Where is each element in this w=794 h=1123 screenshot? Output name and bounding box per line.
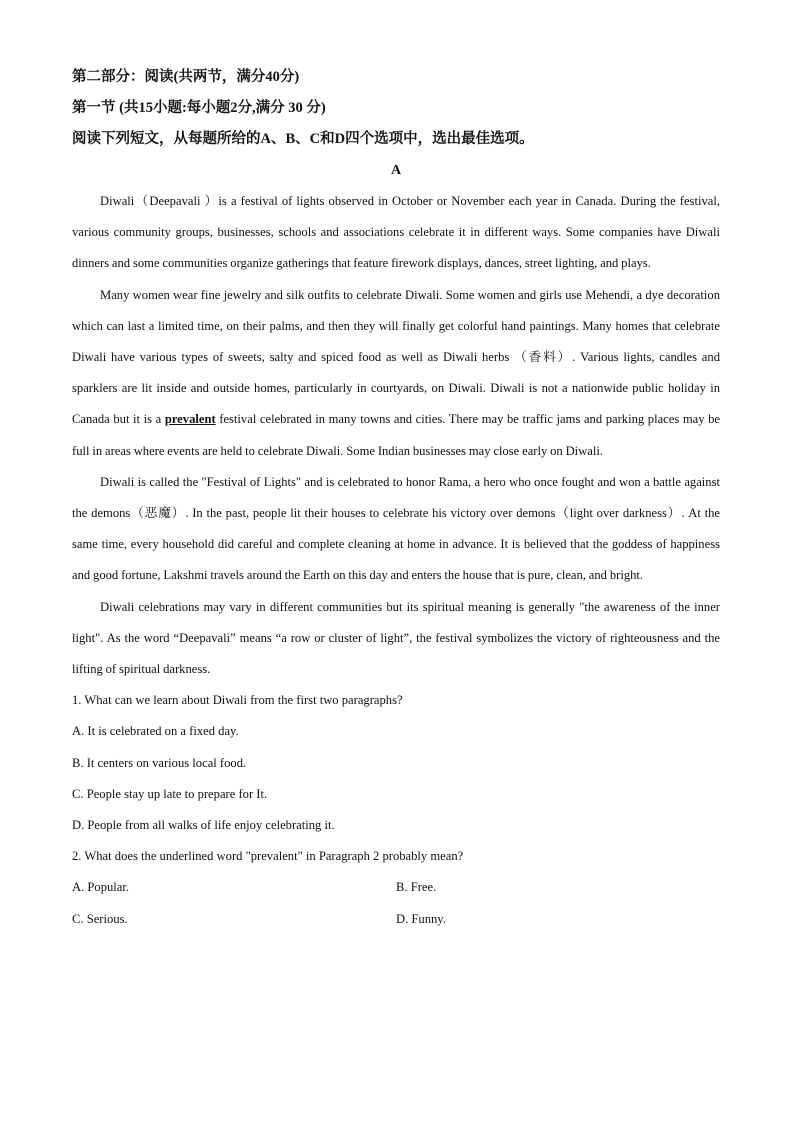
question-1-option-c: C. People stay up late to prepare for It. bbox=[72, 786, 268, 801]
subsection-heading: 第一节 (共15小题:每小题2分,满分 30 分) bbox=[72, 100, 326, 116]
section-heading: 第二部分：阅读(共两节，满分40分) bbox=[72, 69, 300, 85]
paragraph-2-before: Many women wear fine jewelry and silk outfits to celebrate Diwali. Some women and girls use Mehendi, a dye decoration which can last a limited time, on their palms, and then they will finally get colorful hand paintings. Many homes that celebrate Diwali have various types of sweets, salty and spiced food as well as Diwali herbs （香料）. Various lights, candles and sparklers are lit inside and outside homes, particularly in courtyards, on Diwali. Diwali is not a nationwide public holiday in Canada but it is a bbox=[72, 287, 720, 427]
question-1-option-d: D. People from all walks of life enjoy celebrating it. bbox=[72, 818, 335, 833]
paragraph-4: Diwali celebrations may vary in different communities but its spiritual meaning is generally "the awareness of the inner light". As the word “Deepavali” means “a row or cluster of light”, the festival symbolizes the victory of righteousness and the lifting of spiritual darkness. bbox=[72, 599, 720, 677]
exam-page bbox=[72, 62, 720, 935]
question-2-option-b: B. Free. bbox=[396, 880, 437, 895]
paragraph-3: Diwali is called the "Festival of Lights" and is celebrated to honor Rama, a hero who once fought and won a battle against the demons（恶魔）. In the past, people lit their houses to celebrate his victory over demons（light over darkness）. At the same time, every household did careful and complete cleaning at home in advance. It is believed that the goddess of happiness and good fortune, Lakshmi travels around the Earth on this day and enters the house that is pure, clean, and bright. bbox=[72, 474, 720, 583]
underlined-word: prevalent bbox=[164, 412, 216, 427]
question-2-option-d: D. Funny. bbox=[396, 911, 446, 926]
question-1-option-b: B. It centers on various local food. bbox=[72, 755, 247, 770]
paragraph-2-after: festival celebrated in many towns and cities. There may be traffic jams and parking places may be full in areas where events are held to celebrate Diwali. Some Indian businesses may close early on Diwali. bbox=[72, 412, 720, 458]
passage-title: A bbox=[390, 163, 402, 178]
instructions: 阅读下列短文，从每题所给的A、B、C和D四个选项中，选出最佳选项。 bbox=[72, 131, 534, 147]
question-2-option-c: C. Serious. bbox=[72, 911, 128, 926]
question-2-stem: 2. What does the underlined word "prevalent" in Paragraph 2 probably mean? bbox=[72, 849, 464, 864]
paragraph-1: Diwali（Deepavali ）is a festival of lights observed in October or November each year in Canada. During the festival, various community groups, businesses, schools and associations celebrate it in different ways. Some companies have Diwali dinners and some communities organize gatherings that feature firework displays, dances, street lighting, and plays. bbox=[72, 194, 720, 271]
question-2-options-row-1 bbox=[72, 872, 720, 903]
question-1-option-a: A. It is celebrated on a fixed day. bbox=[72, 724, 239, 739]
question-1-stem: 1. What can we learn about Diwali from the first two paragraphs? bbox=[72, 693, 403, 708]
question-2-options-row-2 bbox=[72, 904, 720, 935]
question-2-option-a: A. Popular. bbox=[72, 880, 130, 895]
paragraph-2 bbox=[72, 280, 720, 467]
